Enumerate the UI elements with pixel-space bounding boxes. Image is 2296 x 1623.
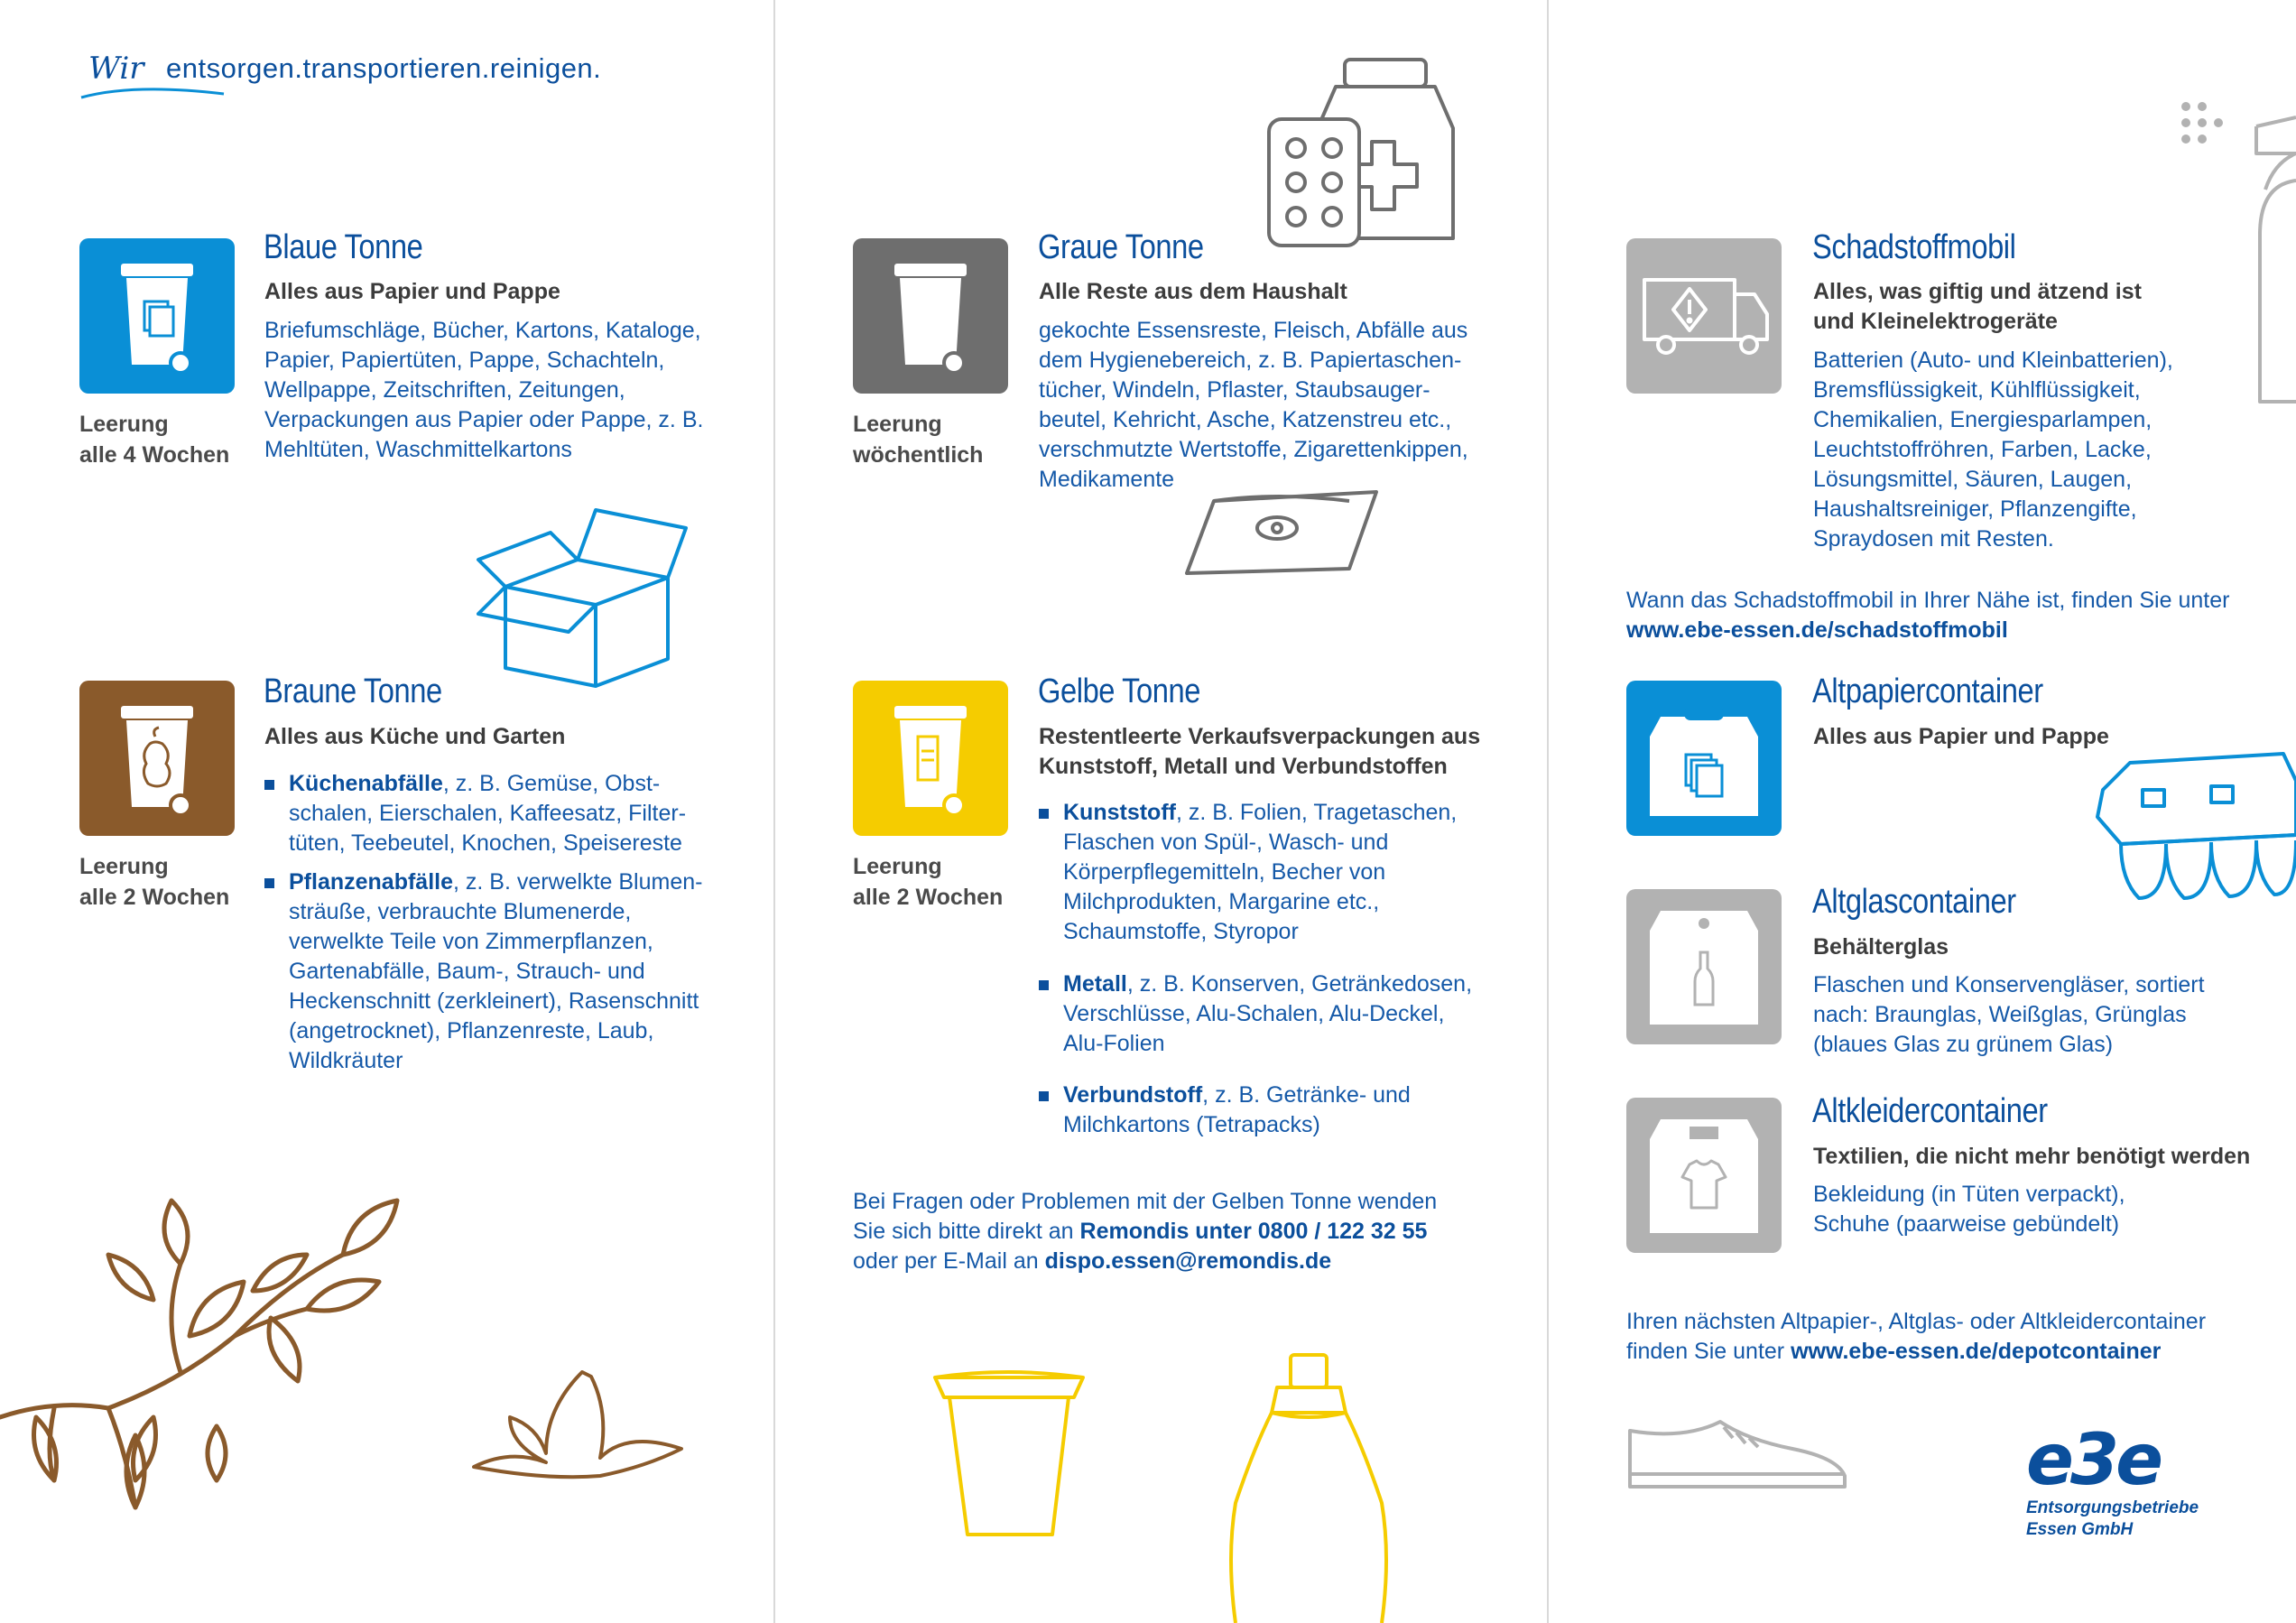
ebe-logo-mark: e3e [2026, 1420, 2161, 1501]
glass-container-tile [1626, 889, 1782, 1044]
yellow-title: Gelbe Tonne [1038, 672, 1201, 710]
grey-bin-tile [853, 238, 1008, 394]
glass-container-icon [1626, 889, 1782, 1044]
glass-container-subtitle: Behälterglas [1813, 934, 1949, 960]
grey-title: Graue Tonne [1038, 228, 1204, 266]
box-icon [460, 496, 704, 695]
medicine-icon [1264, 56, 1462, 255]
slogan-text: entsorgen.transportieren.reinigen. [166, 52, 602, 84]
blue-bin-tile [79, 238, 235, 394]
shoe-icon [1625, 1413, 1850, 1494]
ebe-logo-line1: Entsorgungsbetriebe [2026, 1498, 2199, 1517]
egg-carton-icon [2085, 745, 2296, 934]
yellow-bullet-metall: Metall, z. B. Konserven, Getränkedosen, Verschlüsse, Alu-Schalen, Alu-Deckel, Alu-Folien [1039, 969, 1487, 1059]
hazard-subtitle: Alles, was giftig und ätzend ist und Kleinelektrogeräte [1813, 279, 2142, 334]
blue-body: Briefumschläge, Bücher, Kartons, Kataloge, Papier, Papiertüten, Pappe, Schachteln, Wellpappe, Zeitschriften, Zeitungen, Verpackungen aus Papier oder Pappe, z. B. Mehltüten, Waschmittelkartons [264, 318, 704, 462]
brown-leerung: Leerung alle 2 Wochen [79, 854, 230, 910]
ebe-logo-line2: Essen GmbH [2026, 1520, 2134, 1539]
grey-bin-icon [853, 238, 1008, 394]
clothes-container-body: Bekleidung (in Tüten verpackt), Schuhe (paarweise gebündelt) [1813, 1182, 2125, 1237]
hazard-info: Wann das Schadstoffmobil in Ihrer Nähe ist, finden Sie unter www.ebe-essen.de/schadstoffmobil [1626, 588, 2230, 643]
branch-icon [0, 1182, 415, 1580]
blue-subtitle: Alles aus Papier und Pappe [264, 279, 560, 304]
hazard-truck-icon [1626, 238, 1782, 394]
ebe-logo [2026, 1420, 2243, 1551]
clothes-container-subtitle: Textilien, die nicht mehr benötigt werden [1813, 1144, 2251, 1169]
slogan-wir: Wir [88, 51, 144, 87]
hazard-title: Schadstoffmobil [1812, 228, 2016, 266]
grey-leerung: Leerung wöchentlich [853, 412, 984, 468]
grey-body: gekochte Essensreste, Fleisch, Abfälle aus dem Hygienebereich, z. B. Papiertaschen-tücher, Windeln, Pflaster, Staubsauger-beutel, Kehricht, Asche, Katzenstreu etc., verschmutzte Wertstoffe, Zigarettenkippen, Medikamente [1039, 318, 1468, 492]
yoghurt-cup-icon [930, 1363, 1092, 1544]
detergent-bottle-icon [1223, 1349, 1394, 1623]
yellow-info: Bei Fragen oder Problemen mit der Gelben Tonne wenden Sie sich bitte direkt an Remondis unter 0800 / 122 32 55 oder per E-Mail an dispo.essen@remondis.de [853, 1189, 1438, 1274]
yellow-bin-tile [853, 681, 1008, 836]
yellow-leerung: Leerung alle 2 Wochen [853, 854, 1004, 910]
glass-container-title: Altglascontainer [1812, 883, 2016, 921]
clothes-container-title: Altkleidercontainer [1812, 1092, 2048, 1130]
paper-container-subtitle: Alles aus Papier und Pappe [1813, 724, 2109, 749]
clothes-container-tile [1626, 1098, 1782, 1253]
paper-container-icon [1626, 681, 1782, 836]
blue-bin-icon [79, 238, 235, 394]
hazard-truck-tile [1626, 238, 1782, 394]
column-divider [1547, 0, 1549, 1623]
vacuum-bag-icon [1178, 483, 1385, 591]
brown-bin-tile [79, 681, 235, 836]
column-divider [773, 0, 775, 1623]
slogan [79, 47, 657, 110]
yellow-bullet-verbundstoff: Verbundstoff, z. B. Getränke- und Milchkartons (Tetrapacks) [1039, 1080, 1442, 1140]
clothes-container-icon [1626, 1098, 1782, 1253]
brown-bullet-pflanzen: Pflanzenabfälle, z. B. verwelkte Blumen-sträuße, verbrauchte Blumenerde, verwelkte Teile von Zimmerpflanzen, Gartenabfälle, Baum-, Strauch- und Heckenschnitt (zerkleinert), Rasenschnitt (angetrocknet), Pflanzenreste, Laub, Wildkräuter [264, 867, 713, 1076]
glass-container-body: Flaschen und Konservengläser, sortiert nach: Braunglas, Weißglas, Grünglas (blaues Glas zu grünem Glas) [1813, 972, 2205, 1057]
yellow-bin-icon [853, 681, 1008, 836]
brown-bullet-kueche: Küchenabfälle, z. B. Gemüse, Obst-schalen, Eierschalen, Kaffeesatz, Filter-tüten, Teebeutel, Knochen, Speisereste [264, 769, 713, 858]
brown-bin-icon [79, 681, 235, 836]
yellow-bullet-kunststoff: Kunststoff, z. B. Folien, Tragetaschen, Flaschen von Spül-, Wasch- und Körperpflegemitteln, Becher von Milchprodukten, Margarine etc., Schaumstoffe, Styropor [1039, 798, 1487, 947]
depot-info: Ihren nächsten Altpapier-, Altglas- oder Altkleidercontainer finden Sie unter www.ebe-essen.de/depotcontainer [1626, 1309, 2207, 1364]
blue-leerung: Leerung alle 4 Wochen [79, 412, 230, 468]
paper-container-tile [1626, 681, 1782, 836]
paper-container-title: Altpapiercontainer [1812, 672, 2043, 710]
blue-title: Blaue Tonne [264, 228, 423, 266]
grey-subtitle: Alle Reste aus dem Haushalt [1039, 279, 1347, 304]
hazard-body: Batterien (Auto- und Kleinbatterien), Bremsflüssigkeit, Kühlflüssigkeit, Chemikalien, Energiesparlampen, Leuchtstoffröhren, Farben, Lacke, Lösungsmittel, Säuren, Laugen, Haushaltsreiniger, Pflanzengifte, Spraydosen mit Resten. [1813, 348, 2173, 552]
brown-title: Braune Tonne [264, 672, 442, 710]
brown-subtitle: Alles aus Küche und Garten [264, 724, 566, 749]
yellow-subtitle: Restentleerte Verkaufsverpackungen aus Kunststoff, Metall und Verbundstoffen [1039, 724, 1481, 779]
banana-peel-icon [456, 1363, 690, 1480]
